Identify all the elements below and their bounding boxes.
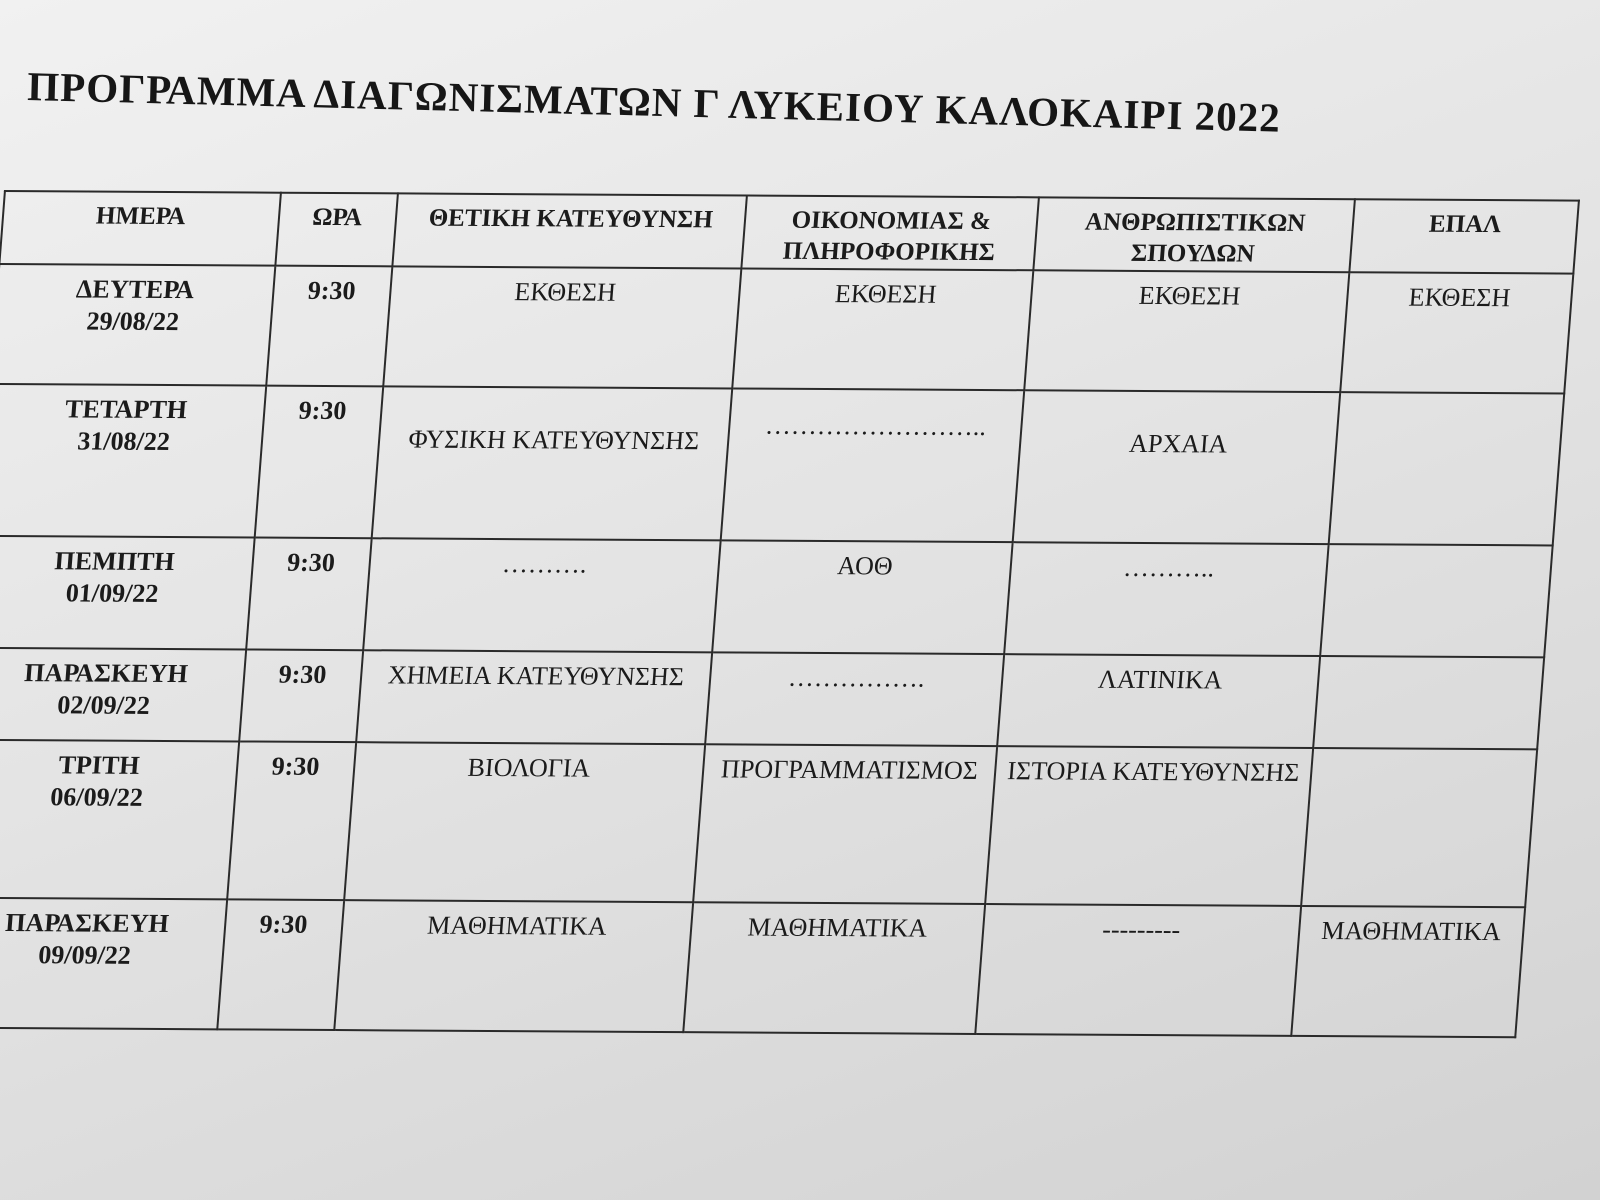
time-cell: 9:30 xyxy=(227,741,356,900)
anthropistikon-cell: ΑΡΧΑΙΑ xyxy=(1013,390,1341,544)
table-header-row xyxy=(0,191,1579,273)
table-row xyxy=(0,263,1573,393)
anthropistikon-cell: --------- xyxy=(975,904,1301,1036)
table-row xyxy=(0,647,1544,749)
table-row xyxy=(0,897,1525,1037)
day-cell xyxy=(0,263,275,385)
header-anthropistikon: ΑΝΘΡΩΠΙΣΤΙΚΩΝ ΣΠΟΥΔΩΝ xyxy=(1034,197,1356,271)
day-name: ΠΑΡΑΣΚΕΥΗ xyxy=(23,657,189,688)
day-cell xyxy=(0,383,266,537)
table-row xyxy=(0,739,1537,907)
thetiki-cell: ………. xyxy=(363,538,721,652)
epal-cell xyxy=(1320,544,1552,657)
thetiki-cell: ΦΥΣΙΚΗ ΚΑΤΕΥΘΥΝΣΗΣ xyxy=(372,386,733,540)
time-cell: 9:30 xyxy=(266,265,393,386)
anthropistikon-cell: ΙΣΤΟΡΙΑ ΚΑΤΕΥΘΥΝΣΗΣ xyxy=(985,746,1313,906)
epal-cell xyxy=(1301,748,1537,907)
header-oikonomias: ΟΙΚΟΝΟΜΙΑΣ & ΠΛΗΡΟΦΟΡΙΚΗΣ xyxy=(742,196,1039,270)
day-cell xyxy=(0,739,239,899)
table-row xyxy=(0,383,1564,545)
oikonomias-cell: …………………….. xyxy=(721,388,1024,542)
thetiki-cell: ΒΙΟΛΟΓΙΑ xyxy=(344,742,705,902)
anthropistikon-cell: ……….. xyxy=(1004,542,1329,656)
thetiki-cell: ΕΚΘΕΣΗ xyxy=(383,266,742,388)
epal-cell xyxy=(1313,656,1544,749)
day-cell xyxy=(0,535,254,649)
header-epal: ΕΠΑΛ xyxy=(1350,199,1579,273)
day-date: 09/09/22 xyxy=(37,940,132,970)
page-title: ΠΡΟΓΡΑΜΜΑ ΔΙΑΓΩΝΙΣΜΑΤΩΝ Γ ΛΥΚΕΙΟΥ ΚΑΛΟΚΑΙΡΙ 2022 xyxy=(26,62,1282,141)
anthropistikon-cell: ΕΚΘΕΣΗ xyxy=(1024,270,1349,392)
thetiki-cell: ΜΑΘΗΜΑΤΙΚΑ xyxy=(334,900,693,1032)
table-row xyxy=(0,535,1553,657)
day-date: 31/08/22 xyxy=(76,426,172,457)
exam-schedule-table xyxy=(0,190,1580,1038)
time-cell: 9:30 xyxy=(217,899,344,1030)
time-cell: 9:30 xyxy=(246,537,372,650)
header-day: ΗΜΕΡΑ xyxy=(0,191,280,265)
thetiki-cell: ΧΗΜΕΙΑ ΚΑΤΕΥΘΥΝΣΗΣ xyxy=(356,650,712,744)
oikonomias-cell: ΑΟΘ xyxy=(713,540,1013,654)
day-name: ΠΑΡΑΣΚΕΥΗ xyxy=(4,907,170,938)
day-date: 06/09/22 xyxy=(49,782,144,812)
oikonomias-cell: ΜΑΘΗΜΑΤΙΚΑ xyxy=(684,902,986,1034)
day-cell xyxy=(0,897,227,1029)
oikonomias-cell: ……………. xyxy=(706,652,1005,746)
epal-cell: ΜΑΘΗΜΑΤΙΚΑ xyxy=(1291,905,1525,1036)
day-cell xyxy=(0,647,246,741)
day-name: ΤΕΤΑΡΤΗ xyxy=(64,393,189,424)
day-name: ΠΕΜΠΤΗ xyxy=(53,545,176,576)
header-thetiki: ΘΕΤΙΚΗ ΚΑΤΕΥΘΥΝΣΗ xyxy=(392,193,747,268)
oikonomias-cell: ΕΚΘΕΣΗ xyxy=(733,268,1034,390)
day-date: 01/09/22 xyxy=(64,578,160,608)
day-name: ΔΕΥΤΕΡΑ xyxy=(75,273,196,304)
oikonomias-cell: ΠΡΟΓΡΑΜΜΑΤΙΣΜΟΣ xyxy=(694,744,998,904)
header-time: ΩΡΑ xyxy=(275,193,398,266)
epal-cell: ΕΚΘΕΣΗ xyxy=(1340,272,1573,393)
day-date: 29/08/22 xyxy=(85,306,181,337)
anthropistikon-cell: ΛΑΤΙΝΙΚΑ xyxy=(997,654,1320,748)
day-name: ΤΡΙΤΗ xyxy=(57,749,141,780)
time-cell: 9:30 xyxy=(254,385,383,538)
epal-cell xyxy=(1329,392,1564,545)
time-cell: 9:30 xyxy=(239,649,363,742)
day-date: 02/09/22 xyxy=(56,690,151,720)
